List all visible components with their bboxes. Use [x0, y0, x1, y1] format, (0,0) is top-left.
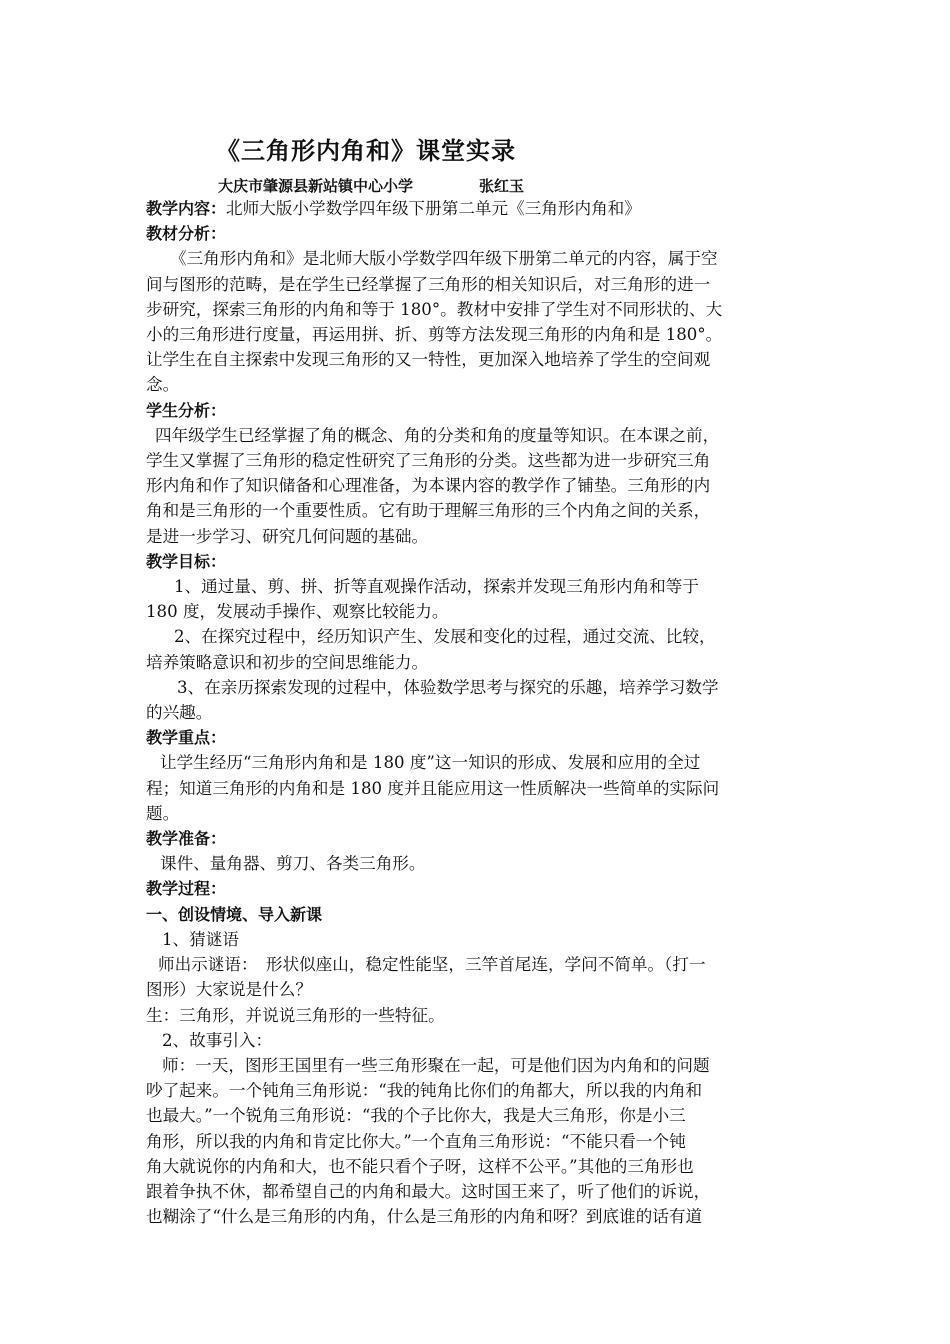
paragraph-line: 也糊涂了“什么是三角形的内角，什么是三角形的内角和呀？到底谁的话有道 [146, 1207, 703, 1227]
paragraph-line: 2、故事引入： [162, 1030, 273, 1050]
paragraph-line: 间与图形的范畴，是在学生已经掌握了三角形的相关知识后，对三角形的进一 [146, 274, 711, 294]
focus-heading: 教学重点： [146, 728, 227, 748]
process-heading: 教学过程： [146, 879, 227, 899]
paragraph-line: 师：一天，图形王国里有一些三角形聚在一起，可是他们因为内角和的问题 [162, 1055, 710, 1075]
paragraph-line: 形内角和作了知识储备和心理准备，为本课内容的教学作了铺垫。三角形的内 [146, 476, 711, 496]
author-line [218, 176, 810, 196]
prep-heading: 教学准备： [146, 829, 227, 849]
paragraph-line: 的兴趣。 [146, 703, 213, 723]
paragraph-line: 程；知道三角形的内角和是 180 度并且能应用这一性质解决一些简单的实际问 [146, 778, 720, 798]
document-title: 《三角形内角和》课堂实录 [216, 137, 516, 165]
paragraph-line: 小的三角形进行度量，再运用拼、折、剪等方法发现三角形的内角和是 180°。 [146, 325, 723, 345]
paragraph-line: 让学生在自主探索中发现三角形的又一特性，更加深入地培养了学生的空间观 [146, 350, 711, 370]
author-school: 大庆市肇源县新站镇中心小学 [218, 177, 414, 195]
student-heading: 学生分析： [146, 400, 227, 420]
paragraph-line: 1、通过量、剪、拼、折等直观操作活动，探索并发现三角形内角和等于 [174, 577, 699, 597]
document-page [146, 136, 810, 1229]
paragraph-line: 1、猜谜语 [162, 929, 239, 949]
paragraph-line: 也最大。”一个锐角三角形说：“我的个子比你大，我是大三角形，你是小三 [146, 1106, 686, 1126]
material-heading: 教材分析： [146, 224, 227, 244]
paragraph-line: 3、在亲历探索发现的过程中，体验数学思考与探究的乐趣，培养学习数学 [177, 677, 719, 697]
content-text: 北师大版小学数学四年级下册第二单元《三角形内角和》 [226, 199, 641, 218]
content-heading: 教学内容： [146, 199, 227, 218]
paragraph-line: 师出示谜语： 形状似座山，稳定性能坚，三竿首尾连，学问不简单。（打一 [158, 955, 706, 975]
paragraph-line: 角大就说你的内角和大，也不能只看个子呀，这样不公平。”其他的三角形也 [146, 1156, 694, 1176]
paragraph-line: 题。 [146, 803, 180, 823]
author-name: 张红玉 [479, 177, 525, 195]
section-heading: 一、创设情境、导入新课 [146, 904, 323, 924]
paragraph-line: 图形）大家说是什么？ [146, 980, 312, 1000]
paragraph-line: 课件、量角器、剪刀、各类三角形。 [160, 854, 426, 874]
paragraph-line: 《三角形内角和》是北师大版小学数学四年级下册第二单元的内容，属于空 [170, 249, 718, 269]
paragraph-line: 四年级学生已经掌握了角的概念、角的分类和角的度量等知识。在本课之前， [155, 425, 720, 445]
paragraph-line: 培养策略意识和初步的空间思维能力。 [146, 652, 429, 672]
paragraph-line: 角和是三角形的一个重要性质。它有助于理解三角形的三个内角之间的关系， [146, 501, 711, 521]
paragraph-line: 学生又掌握了三角形的稳定性研究了三角形的分类。这些都为进一步研究三角 [146, 451, 711, 471]
paragraph-line: 是进一步学习、研究几何问题的基础。 [146, 526, 429, 546]
paragraph-line: 步研究，探索三角形的内角和等于 180°。教材中安排了学生对不同形状的、大 [146, 299, 723, 319]
paragraph-line: 2、在探究过程中，经历知识产生、发展和变化的过程，通过交流、比较， [174, 627, 716, 647]
paragraph-line: 念。 [146, 375, 180, 395]
paragraph-line: 180 度，发展动手操作、观察比较能力。 [146, 602, 449, 622]
paragraph-line: 跟着争执不休，都希望自己的内角和最大。这时国王来了，听了他们的诉说， [146, 1181, 711, 1201]
goals-heading: 教学目标： [146, 551, 227, 571]
paragraph-line: 吵了起来。一个钝角三角形说：“我的钝角比你们的角都大，所以我的内角和 [146, 1081, 703, 1101]
paragraph-line: 生：三角形，并说说三角形的一些特征。 [146, 1005, 445, 1025]
content-line [146, 196, 810, 221]
paragraph-line: 让学生经历“三角形内角和是 180 度”这一知识的形成、发展和应用的全过 [160, 753, 701, 773]
paragraph-line: 角形，所以我的内角和肯定比你大。”一个直角三角形说：“不能只看一个钝 [146, 1131, 686, 1151]
